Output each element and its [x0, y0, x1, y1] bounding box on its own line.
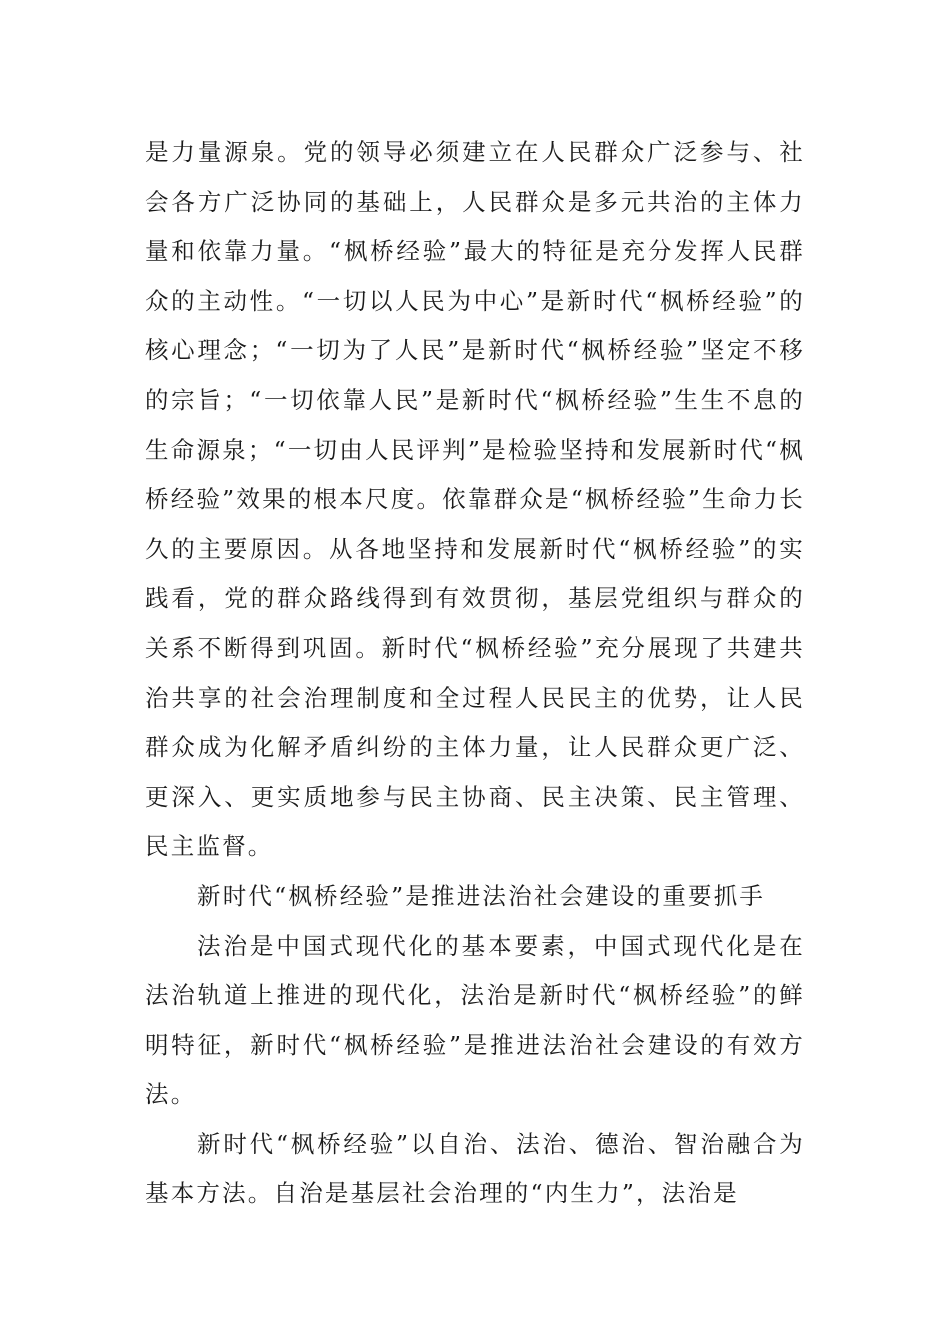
body-paragraph-2: 法治是中国式现代化的基本要素，中国式现代化是在法治轨道上推进的现代化，法治是新时代“枫桥经验”的鲜明特征，新时代“枫桥经验”是推进法治社会建设的有效方法。 [145, 931, 805, 1109]
section-heading: 新时代“枫桥经验”是推进法治社会建设的重要抓手 [197, 881, 766, 910]
body-paragraph-1: 是力量源泉。党的领导必须建立在人民群众广泛参与、社会各方广泛协同的基础上，人民群众是多元共治的主体力量和依靠力量。“枫桥经验”最大的特征是充分发挥人民群众的主动性。“一切以人民为中心”是新时代“枫桥经验”的核心理念；“一切为了人民”是新时代“枫桥经验”坚定不移的宗旨；“一切依靠人民”是新时代“枫桥经验”生生不息的生命源泉；“一切由人民评判”是检验坚持和发展新时代“枫桥经验”效果的根本尺度。依靠群众是“枫桥经验”生命力长久的主要原因。从各地坚持和发展新时代“枫桥经验”的实践看，党的群众路线得到有效贯彻，基层党组织与群众的关系不断得到巩固。新时代“枫桥经验”充分展现了共建共治共享的社会治理制度和全过程人民民主的优势，让人民群众成为化解矛盾纠纷的主体力量，让人民群众更广泛、更深入、更实质地参与民主协商、民主决策、民主管理、民主监督。 [145, 138, 805, 861]
body-paragraph-3: 新时代“枫桥经验”以自治、法治、德治、智治融合为基本方法。自治是基层社会治理的“内生力”，法治是 [145, 1129, 805, 1208]
document-body [145, 128, 805, 1219]
